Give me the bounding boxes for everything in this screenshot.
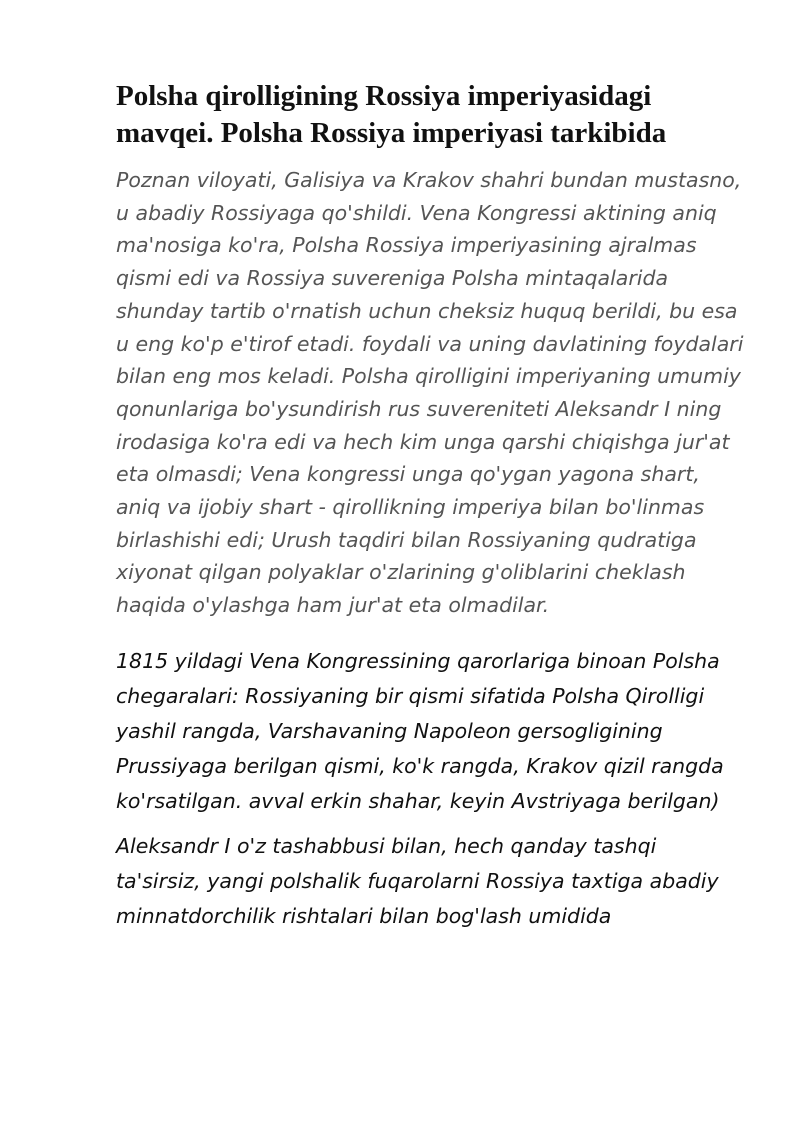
document-page bbox=[116, 78, 746, 944]
intro-paragraph: Poznan viloyati, Galisiya va Krakov shahri bundan mustasno, u abadiy Rossiyaga qo'shildi. Vena Kongressi aktining aniq ma'nosiga ko'ra, Polsha Rossiya imperiyasining ajralmas qismi edi va Rossiya suvereniga Polsha mintaqalarida shunday tartib o'rnatish uchun cheksiz huquq berildi, bu esa u eng ko'p e'tirof etadi. foydali va uning davlatining foydalari bilan eng mos keladi. Polsha qirolligini imperiyaning umumiy qonunlariga bo'ysundirish rus suvereniteti Aleksandr I ning irodasiga ko'ra edi va hech kim unga qarshi chiqishga jur'at eta olmasdi; Vena kongressi unga qo'ygan yagona shart, aniq va ijobiy shart - qirollikning imperiya bilan bo'linmas birlashishi edi; Urush taqdiri bilan Rossiyaning qudratiga xiyonat qilgan polyaklar o'zlarining g'oliblarini cheklash haqida o'ylashga ham jur'at eta olmadilar. bbox=[116, 168, 744, 618]
page-title: Polsha qirolligining Rossiya imperiyasidagi mavqei. Polsha Rossiya imperiyasi tarkibida bbox=[116, 80, 667, 149]
body-paragraph-map-caption: 1815 yildagi Vena Kongressining qarorlariga binoan Polsha chegaralari: Rossiyaning bir qismi sifatida Polsha Qirolligi yashil rangda, Varshavaning Napoleon gersogligining Prussiyaga berilgan qismi, ko'k rangda, Krakov qizil rangda ko'rsatilgan. avval erkin shahar, keyin Avstriyaga berilgan) bbox=[116, 648, 724, 813]
body-paragraph-alexander: Aleksandr I o'z tashabbusi bilan, hech qanday tashqi ta'sirsiz, yangi polshalik fuqarolarni Rossiya taxtiga abadiy minnatdorchilik rishtalari bilan bog'lash umidida bbox=[116, 833, 719, 928]
